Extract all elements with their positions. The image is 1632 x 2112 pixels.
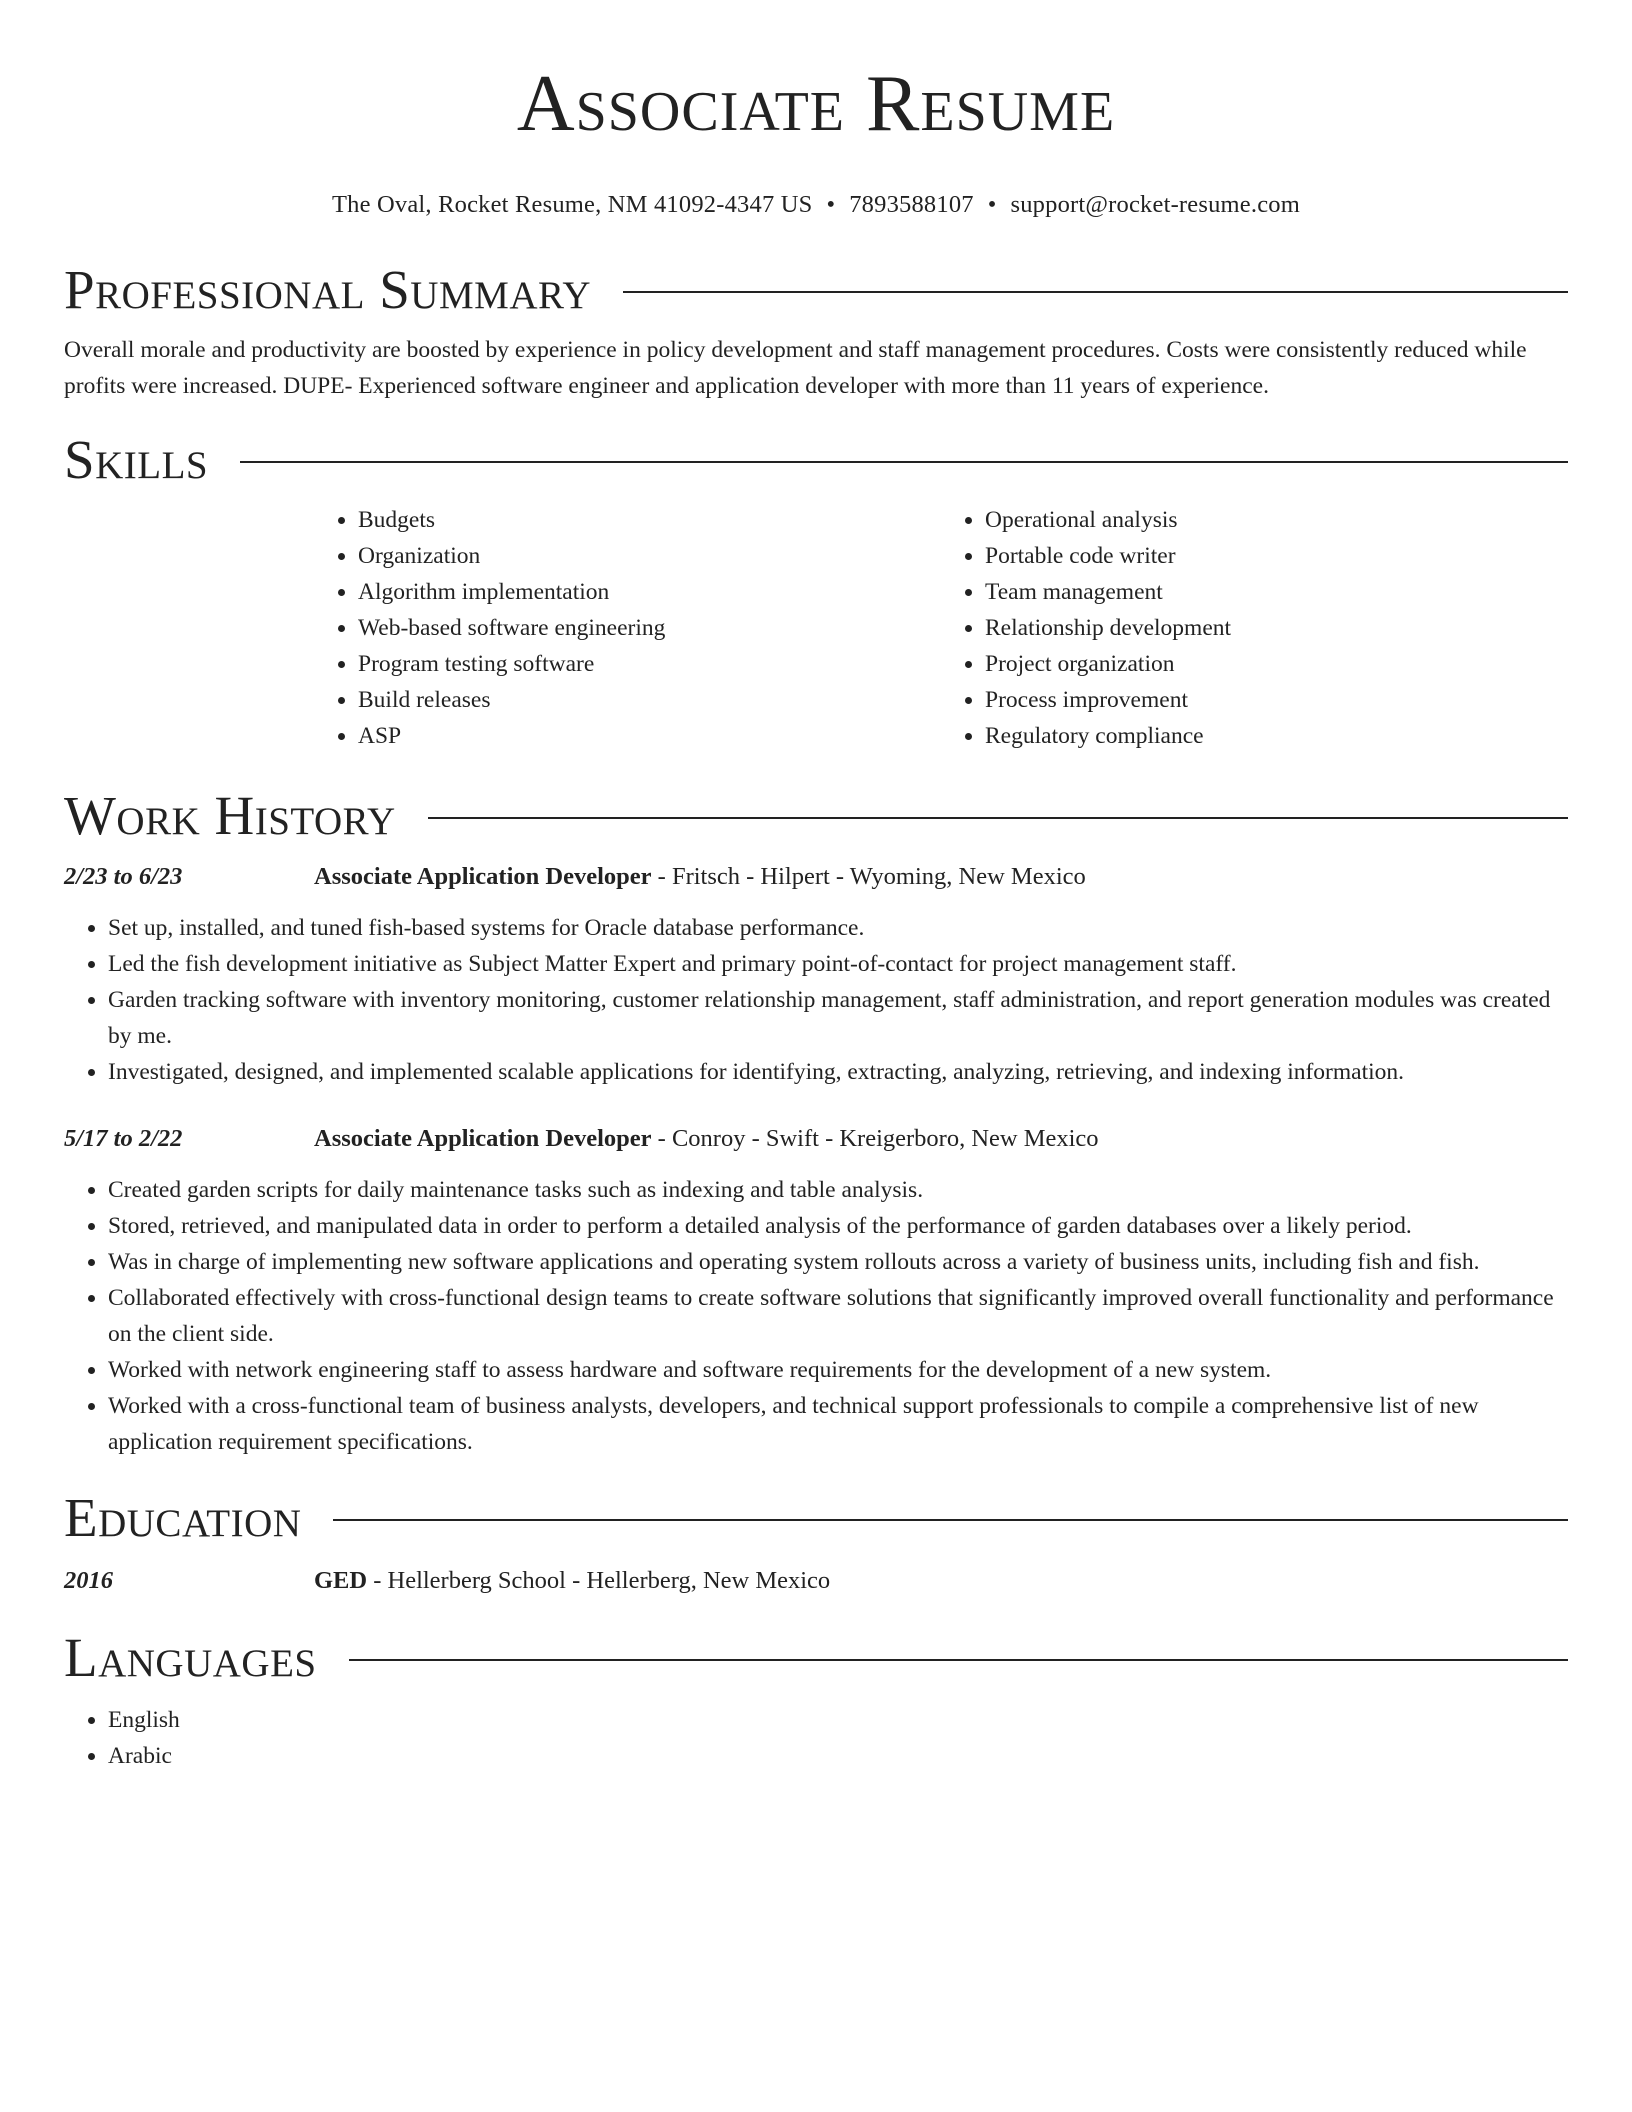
languages-list xyxy=(64,1702,1568,1774)
skill-item: • Portable code writer xyxy=(985,538,1568,574)
section-title-languages: Languages xyxy=(64,1627,317,1688)
job-entry xyxy=(64,1122,1568,1460)
address: The Oval, Rocket Resume, NM 41092-4347 US xyxy=(331,191,813,218)
job-title: Associate Application Developer xyxy=(314,863,652,890)
skill-item: • Team management xyxy=(985,574,1568,610)
skills-list-left xyxy=(314,502,941,754)
separator-dot: • xyxy=(826,191,836,218)
skill-item: • Algorithm implementation xyxy=(358,574,941,610)
skill-item: • Regulatory compliance xyxy=(985,718,1568,754)
separator-dot: • xyxy=(987,191,997,218)
job-bullets xyxy=(64,1172,1568,1460)
summary-text: Overall morale and productivity are boosted by experience in policy development and staff management procedures. Costs were consistently reduced while profits were increased. DUPE- Experienced software engineer and application developer with more than 11 years of experience. xyxy=(64,337,1527,399)
job-bullet: • Investigated, designed, and implemented scalable applications for identifying, extracting, analyzing, retrieving, and indexing information. xyxy=(108,1054,1568,1090)
job-bullet: • Collaborated effectively with cross-functional design teams to create software solutions that significantly improved overall functionality and performance on the client side. xyxy=(108,1280,1568,1352)
section-title-education: Education xyxy=(64,1487,302,1548)
skill-item: • Operational analysis xyxy=(985,502,1568,538)
job-bullets xyxy=(64,910,1568,1090)
section-title-summary: Professional Summary xyxy=(64,259,592,320)
education-details: - Hellerberg School - Hellerberg, New Mexico xyxy=(367,1567,831,1594)
education-entry xyxy=(64,1564,1568,1598)
job-bullet: • Worked with network engineering staff to assess hardware and software requirements for the development of a new system. xyxy=(108,1352,1568,1388)
skill-item: • Relationship development xyxy=(985,610,1568,646)
section-divider xyxy=(349,1659,1568,1661)
work-header xyxy=(64,784,1568,848)
job-details: - Fritsch - Hilpert - Wyoming, New Mexico xyxy=(651,863,1086,890)
job-details: - Conroy - Swift - Kreigerboro, New Mexico xyxy=(651,1125,1099,1152)
job-heading xyxy=(314,860,1086,894)
contact-line xyxy=(64,190,1568,220)
job-dates: 2/23 to 6/23 xyxy=(64,863,183,890)
skill-item: • Budgets xyxy=(358,502,941,538)
job-header xyxy=(64,1122,1568,1156)
skill-item: • Organization xyxy=(358,538,941,574)
job-bullet: • Stored, retrieved, and manipulated data in order to perform a detailed analysis of the performance of garden databases over a likely period. xyxy=(108,1208,1568,1244)
languages-header xyxy=(64,1626,1568,1690)
section-divider xyxy=(623,291,1568,293)
phone: 7893588107 xyxy=(849,191,974,218)
job-bullet: • Was in charge of implementing new software applications and operating system rollouts across a variety of business units, including fish and fish. xyxy=(108,1244,1568,1280)
job-bullet: • Created garden scripts for daily maintenance tasks such as indexing and table analysis. xyxy=(108,1172,1568,1208)
language-item: • Arabic xyxy=(108,1738,1568,1774)
section-title-skills: Skills xyxy=(64,429,209,490)
skills-columns xyxy=(314,502,1568,754)
education-header xyxy=(64,1486,1568,1550)
job-bullet: • Led the fish development initiative as Subject Matter Expert and primary point-of-contact for project management staff. xyxy=(108,946,1568,982)
skill-item: • Program testing software xyxy=(358,646,941,682)
resume-name: Associate Resume xyxy=(516,60,1116,148)
job-entry xyxy=(64,860,1568,1090)
job-dates: 5/17 to 2/22 xyxy=(64,1125,183,1152)
job-title: Associate Application Developer xyxy=(314,1125,652,1152)
section-divider xyxy=(428,817,1568,819)
email: support@rocket-resume.com xyxy=(1010,191,1300,218)
education-degree: GED xyxy=(314,1567,368,1594)
section-divider xyxy=(333,1519,1568,1521)
skill-item: • Web-based software engineering xyxy=(358,610,941,646)
education-heading xyxy=(314,1564,830,1598)
job-heading xyxy=(314,1122,1099,1156)
education-year: 2016 xyxy=(64,1567,113,1594)
job-bullet: • Set up, installed, and tuned fish-based systems for Oracle database performance. xyxy=(108,910,1568,946)
summary-header xyxy=(64,258,1568,322)
skills-header xyxy=(64,428,1568,492)
language-item: • English xyxy=(108,1702,1568,1738)
job-bullet: • Garden tracking software with inventory monitoring, customer relationship management, staff administration, and report generation modules was created by me. xyxy=(108,982,1568,1054)
skill-item: • ASP xyxy=(358,718,941,754)
skills-list-right xyxy=(941,502,1568,754)
section-title-work: Work History xyxy=(64,785,396,846)
job-header xyxy=(64,860,1568,894)
section-divider xyxy=(240,461,1568,463)
skill-item: • Process improvement xyxy=(985,682,1568,718)
skill-item: • Build releases xyxy=(358,682,941,718)
job-bullet: • Worked with a cross-functional team of business analysts, developers, and technical support professionals to compile a comprehensive list of new application requirement specifications. xyxy=(108,1388,1568,1460)
skill-item: • Project organization xyxy=(985,646,1568,682)
